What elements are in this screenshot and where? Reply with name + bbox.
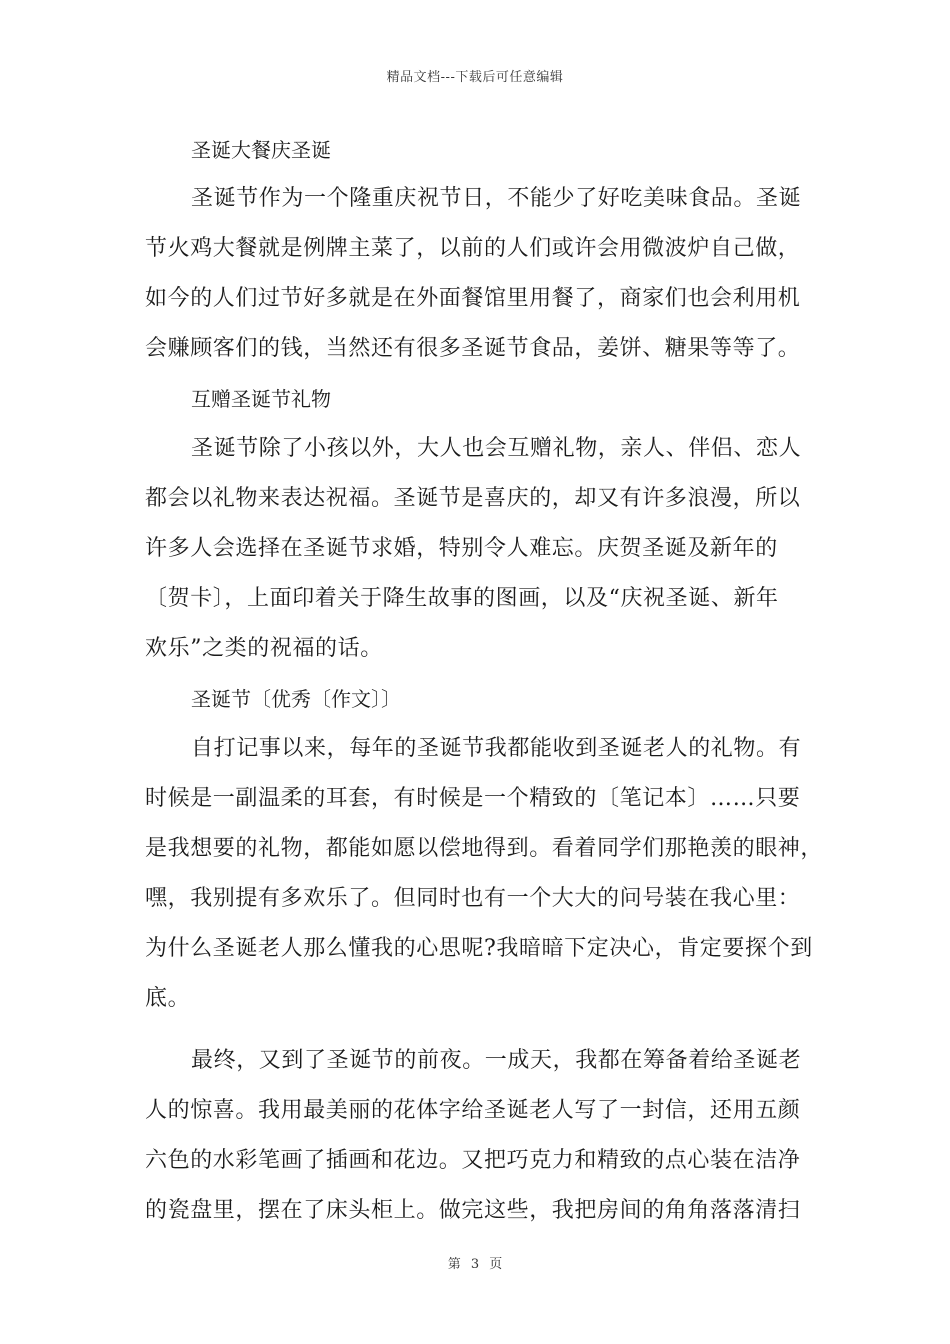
text-line: 人的惊喜。我用最美丽的花体字给圣诞老人写了一封信，还用五颜 <box>145 1098 801 1123</box>
section-heading-essay: 圣诞节〔优秀〔作文〕〕 <box>191 687 401 711</box>
text-line: 六色的水彩笔画了插画和花边。又把巧克力和精致的点心装在洁净 <box>145 1148 801 1173</box>
text-line: 底。 <box>145 986 191 1011</box>
section-heading-gift-exchange: 互赠圣诞节礼物 <box>191 387 331 411</box>
text-line: 是我想要的礼物，都能如愿以偿地得到。看着同学们那艳羡的眼神， <box>145 836 824 861</box>
text-line: 嘿，我别提有多欢乐了。但同时也有一个大大的问号装在我心里： <box>145 886 801 911</box>
page-number: 3 <box>470 1257 480 1272</box>
text-line: 如今的人们过节好多就是在外面餐馆里用餐了，商家们也会利用机 <box>145 286 801 311</box>
paragraph-christmas-dinner <box>145 174 817 374</box>
text-line: 时候是一副温柔的耳套，有时候是一个精致的〔笔记本〕……只要 <box>145 786 801 811</box>
section-heading-christmas-dinner: 圣诞大餐庆圣诞 <box>191 138 331 162</box>
paragraph-gift-exchange <box>145 424 817 674</box>
text-line: 的瓷盘里，摆在了床头柜上。做完这些，我把房间的角角落落清扫 <box>145 1198 801 1223</box>
text-line: 为什么圣诞老人那么懂我的心思呢?我暗暗下定决心，肯定要探个到 <box>145 936 813 961</box>
page-header: 精品文档---下载后可任意编辑 <box>386 70 564 85</box>
page-label-prefix: 第 <box>447 1257 461 1272</box>
text-line: 许多人会选择在圣诞节求婚，特别令人难忘。庆贺圣诞及新年的 <box>145 536 778 561</box>
paragraph-spacer <box>145 1024 817 1036</box>
text-line: 圣诞节除了小孩以外，大人也会互赠礼物，亲人、伴侣、恋人 <box>191 436 802 461</box>
text-line: 节火鸡大餐就是例牌主菜了，以前的人们或许会用微波炉自己做， <box>145 236 801 261</box>
page-footer <box>0 1253 950 1272</box>
text-line: 欢乐”之类的祝福的话。 <box>145 636 383 661</box>
text-line: 最终，又到了圣诞节的前夜。一成天，我都在筹备着给圣诞老 <box>191 1048 802 1073</box>
document-body <box>145 126 824 1236</box>
text-line: 圣诞节作为一个隆重庆祝节日，不能少了好吃美味食品。圣诞 <box>191 186 802 211</box>
text-line: 都会以礼物来表达祝福。圣诞节是喜庆的，却又有许多浪漫，所以 <box>145 486 801 511</box>
paragraph-essay-2 <box>145 1036 817 1236</box>
text-line: 自打记事以来，每年的圣诞节我都能收到圣诞老人的礼物。有 <box>191 736 802 761</box>
page-label-suffix: 页 <box>489 1257 503 1272</box>
text-line: 会赚顾客们的钱，当然还有很多圣诞节食品，姜饼、糖果等等了。 <box>145 336 801 361</box>
text-line: 〔贺卡〕，上面印着关于降生故事的图画，以及“庆祝圣诞、新年 <box>145 586 779 611</box>
paragraph-essay-1 <box>145 724 824 1024</box>
